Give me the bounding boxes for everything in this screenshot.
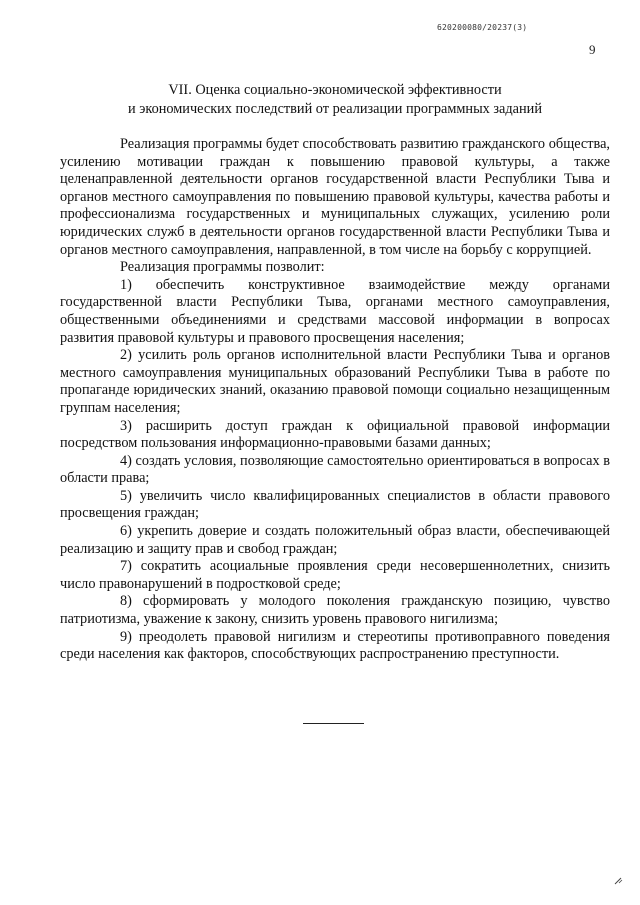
list-item-6: 6) укрепить доверие и создать положительный образ власти, обеспечивающей реализацию и защиту прав и свобод граждан; [60, 523, 610, 557]
list-item-5: 5) увеличить число квалифицированных специалистов в области правового просвещения граждан; [60, 487, 610, 522]
list-item-2: 2) усилить роль органов исполнительной власти Республики Тыва и органов местного самоуправления муниципальных образований Республики Тыва в работе по пропаганде юридических знаний, оказанию правовой помощи социально незащищенным группам населения; [60, 347, 610, 416]
scan-mark-icon [614, 876, 623, 885]
end-separator-line [303, 723, 364, 724]
list-item-7: 7) сократить асоциальные проявления среди несовершеннолетних, снизить число правонарушений в подростковой среде; [60, 558, 610, 592]
section-title-line-2: и экономических последствий от реализации программных заданий [128, 101, 542, 117]
document-id: 620200080/20237(3) [437, 23, 528, 32]
paragraph-intro: Реализация программы будет способствовать развитию гражданского общества, усилению мотивации граждан к повышению правовой культуры, а также целенаправленной деятельности органов государственной власти Республики Тыва и органов местного самоуправления по повышению правовой культуры, качества работы и профессионализма государственных и муниципальных служащих, усилению роли юридических служб в деятельности органов государственной власти Республики Тыва и органов местного самоуправления, направленной, в том числе на борьбу с коррупцией. [60, 136, 610, 258]
section-body [60, 136, 610, 664]
paragraph-list-lead: Реализация программы позволит: [120, 259, 325, 276]
list-item-1: 1) обеспечить конструктивное взаимодействие между органами государственной власти Республики Тыва, органами местного самоуправления, общественными объединениями и средствами массовой информации в вопросах развития правовой культуры и правового просвещения населения; [60, 276, 610, 346]
section-heading [60, 81, 610, 119]
list-item-8: 8) сформировать у молодого поколения гражданскую позицию, чувство патриотизма, уважение к закону, снизить уровень правового нигилизма; [60, 593, 610, 628]
list-item-3: 3) расширить доступ граждан к официальной правовой информации посредством пользования информационно-правовыми базами данных; [60, 417, 610, 452]
page-number: 9 [589, 42, 596, 57]
section-title-line-1: VII. Оценка социально-экономической эффективности [168, 82, 502, 98]
list-item-4: 4) создать условия, позволяющие самостоятельно ориентироваться в вопросах в области права; [60, 452, 610, 487]
list-item-9: 9) преодолеть правовой нигилизм и стереотипы противоправного поведения среди населения как факторов, способствующих распространению преступности. [60, 628, 610, 663]
